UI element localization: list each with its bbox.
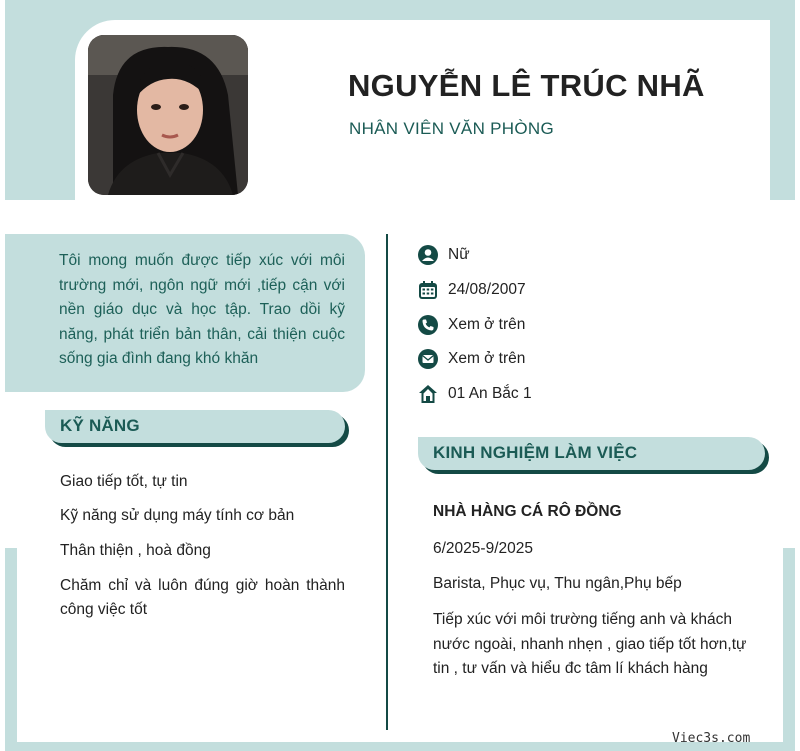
phone-icon <box>418 315 438 335</box>
career-objective: Tôi mong muốn được tiếp xúc với môi trường mới, ngôn ngữ mới ,tiếp cận với nền giáo dục và học tập. Trao dồi kỹ năng, phát triển bản thân, cải thiện cuộc sống gia đình đang khó khăn <box>59 252 345 367</box>
candidate-name: NGUYỄN LÊ TRÚC NHÃ <box>348 68 705 103</box>
phone-value: Xem ở trên <box>448 316 526 333</box>
gender-value: Nữ <box>448 246 470 263</box>
calendar-icon <box>418 280 438 300</box>
skill-item: Chăm chỉ và luôn đúng giờ hoàn thành công việc tốt <box>60 577 345 618</box>
experience-description: Tiếp xúc với môi trường tiếng anh và khách nước ngoài, nhanh nhẹn , giao tiếp tốt hơn,tự tin , tư vấn và hiểu đc tâm lí khách hàng <box>433 611 747 677</box>
experience-heading: KINH NGHIỆM LÀM VIỆC <box>433 443 638 462</box>
contact-phone <box>418 313 525 337</box>
user-icon <box>418 245 438 265</box>
experience-period: 6/2025-9/2025 <box>433 540 533 557</box>
address-value: 01 An Bắc 1 <box>448 385 532 402</box>
experience-role: Barista, Phục vụ, Thu ngân,Phụ bếp <box>433 575 682 592</box>
profile-photo <box>88 35 248 195</box>
contact-email <box>418 347 525 371</box>
home-icon <box>418 384 438 404</box>
skills-heading: KỸ NĂNG <box>60 416 140 435</box>
skills-header <box>45 410 345 443</box>
contact-gender <box>418 243 470 267</box>
frame-left-edge <box>5 548 17 746</box>
experience-company: NHÀ HÀNG CÁ RÔ ĐỒNG <box>433 503 622 520</box>
frame-right-edge <box>783 548 795 746</box>
candidate-title: NHÂN VIÊN VĂN PHÒNG <box>349 119 555 138</box>
skill-item: Kỹ năng sử dụng máy tính cơ bản <box>60 507 295 524</box>
birthday-value: 24/08/2007 <box>448 281 526 298</box>
watermark: Viec3s.com <box>672 731 751 746</box>
envelope-icon <box>418 349 438 369</box>
experience-header <box>418 437 765 470</box>
contact-birthday <box>418 278 526 302</box>
column-divider <box>386 234 388 730</box>
contact-address <box>418 382 532 406</box>
portrait-image <box>88 35 248 195</box>
skill-item: Thân thiện , hoà đồng <box>60 542 211 559</box>
skill-item: Giao tiếp tốt, tự tin <box>60 473 188 490</box>
email-value: Xem ở trên <box>448 350 526 367</box>
